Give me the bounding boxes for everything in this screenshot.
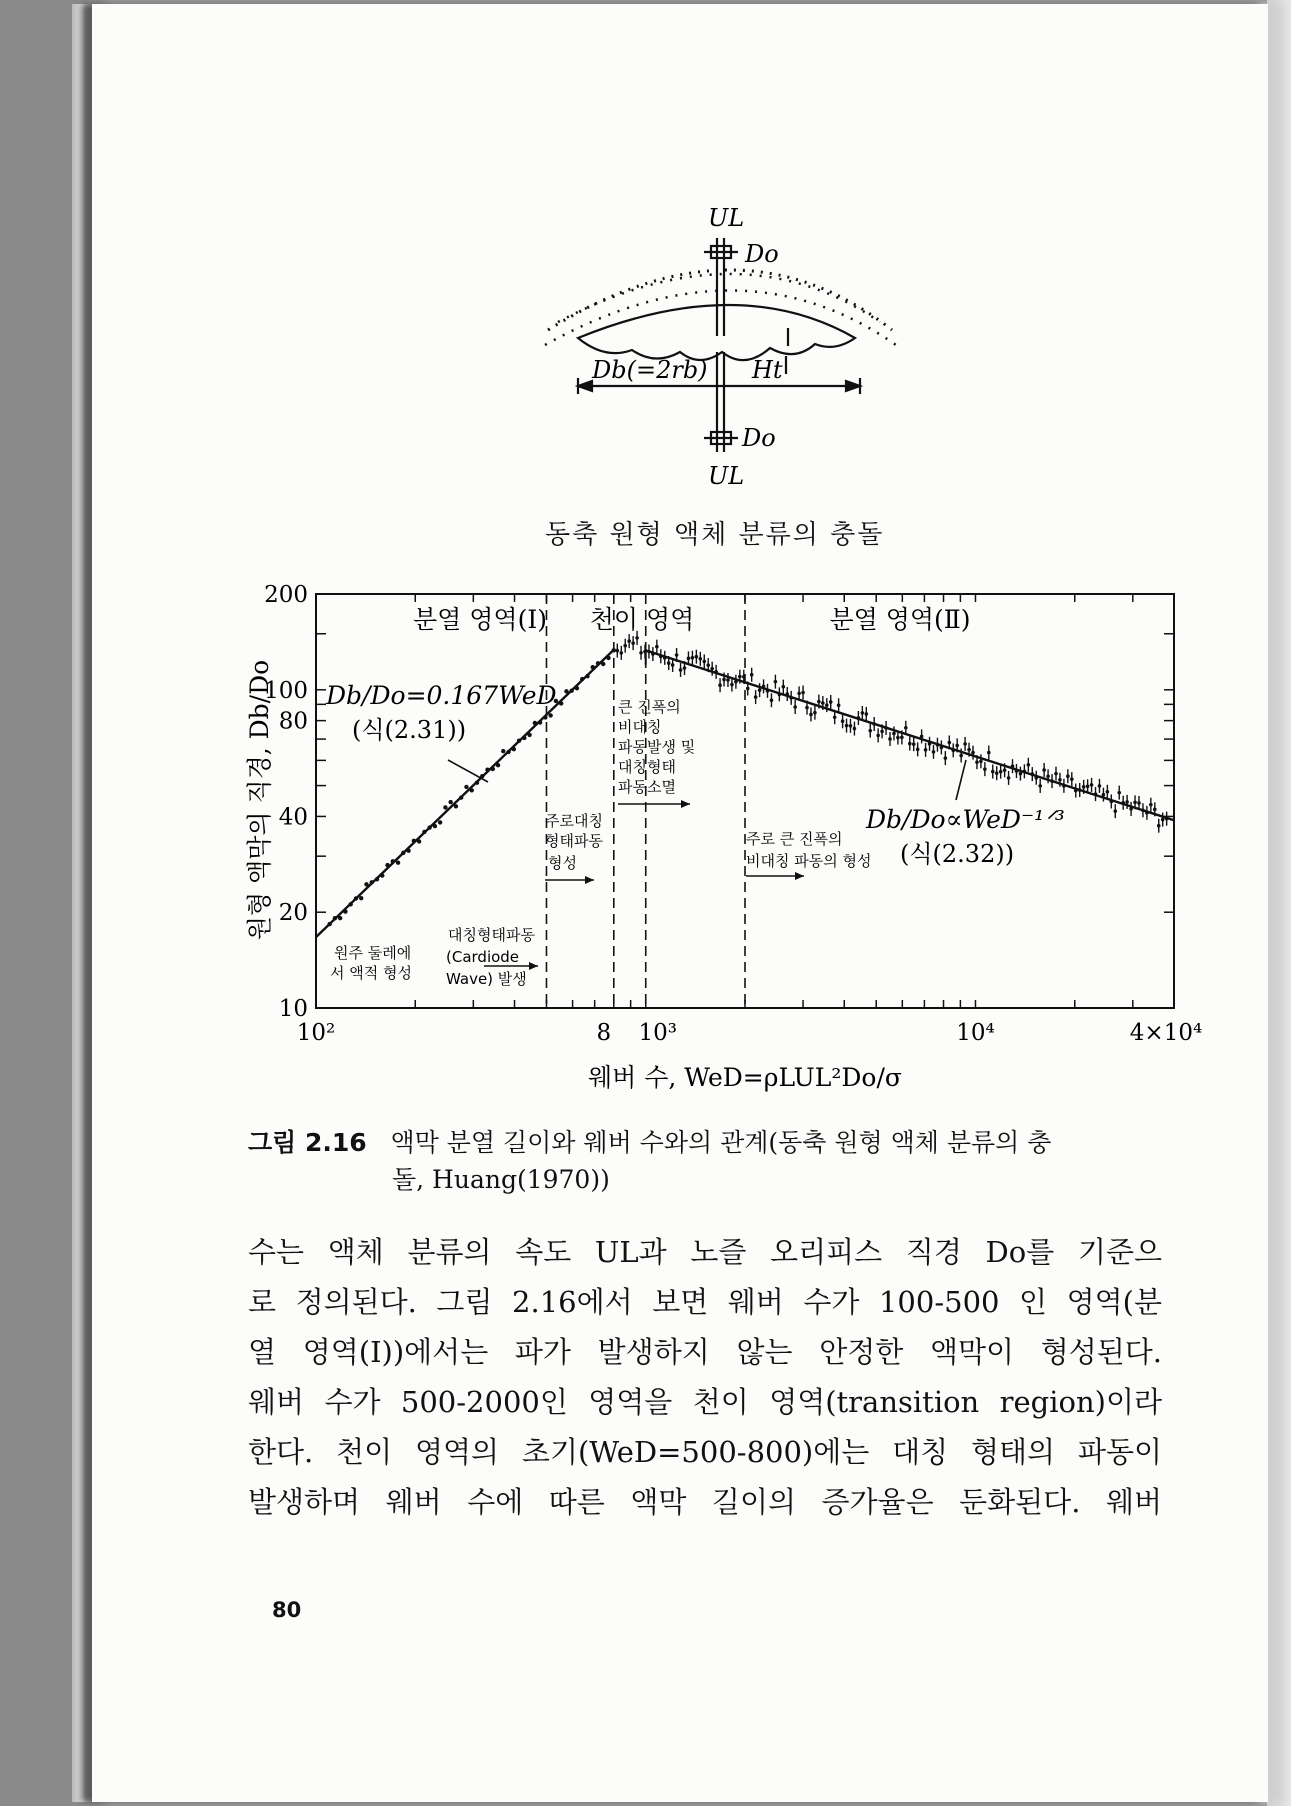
- data-point-b-57: [841, 719, 845, 723]
- data-point-b-89: [967, 748, 971, 752]
- data-point-b-87: [959, 754, 963, 758]
- dotted-spray-arc-outer: [545, 291, 896, 346]
- data-point-b-108: [1042, 768, 1046, 772]
- data-point-b-104: [1027, 763, 1031, 767]
- data-point-b-26: [718, 683, 722, 687]
- annotation-arrowhead-0: [529, 962, 538, 970]
- do-top-label: Do: [745, 240, 779, 268]
- annotation-10: 파동발생 및: [618, 738, 696, 756]
- x-tick-label-4: 4×10⁴: [1129, 1020, 1203, 1046]
- data-point-b-72: [900, 736, 904, 740]
- data-point-b-39: [770, 698, 774, 702]
- data-point-b-20: [695, 655, 699, 659]
- data-point-b-24: [710, 667, 714, 671]
- figure-label: 그림 2.16: [248, 1128, 367, 1157]
- figure-caption-line2: 돌, Huang(1970)): [392, 1165, 610, 1194]
- fit-line-1: [646, 650, 1174, 820]
- data-point-b-56: [837, 704, 841, 708]
- region-label-1: 천이 영역: [589, 605, 695, 634]
- annotation-arrowhead-2: [681, 800, 690, 808]
- data-point-b-115: [1070, 777, 1074, 781]
- y-tick-label-3: 40: [278, 804, 308, 831]
- data-point-b-92: [979, 760, 983, 764]
- data-point-b-14: [671, 663, 675, 667]
- data-point-6: [359, 896, 363, 900]
- data-point-b-49: [809, 713, 813, 717]
- data-point-26: [464, 785, 468, 789]
- data-point-b-98: [1003, 768, 1007, 772]
- data-point-b-60: [853, 727, 857, 731]
- data-point-b-10: [655, 645, 659, 649]
- chart: [245, 582, 1202, 1092]
- annotation-11: 대칭형태: [618, 758, 676, 776]
- x-tick-label-1: 8: [596, 1020, 612, 1046]
- data-point-b-48: [805, 706, 809, 710]
- data-point-b-47: [801, 691, 805, 695]
- data-point-b-3: [627, 639, 631, 643]
- x-tick-label-2: 10³: [638, 1020, 677, 1046]
- y-axis-label: 원형 액막의 직경, Db/Do: [245, 659, 274, 941]
- annotation-1: 서 액적 형성: [330, 964, 412, 982]
- data-point-b-58: [845, 724, 849, 728]
- data-point-b-21: [699, 657, 703, 661]
- data-point-b-33: [746, 687, 750, 691]
- annotation-2: 대칭형태파동: [448, 926, 535, 944]
- data-point-b-1: [619, 651, 623, 655]
- body-line-1: 수는 액체 분류의 속도 UL과 노즐 오리피스 직경 Do를 기준으: [248, 1235, 1162, 1269]
- data-point-b-62: [861, 711, 865, 715]
- data-point-b-74: [908, 742, 912, 746]
- data-point-22: [443, 805, 447, 809]
- data-point-33: [501, 749, 505, 753]
- data-point-b-131: [1133, 801, 1137, 805]
- data-point-b-111: [1054, 772, 1058, 776]
- data-point-b-53: [825, 703, 829, 707]
- data-point-b-112: [1058, 778, 1062, 782]
- data-point-b-45: [793, 705, 797, 709]
- data-point-b-42: [782, 685, 786, 689]
- data-point-b-78: [924, 748, 928, 752]
- y-tick-label-5: 10: [278, 996, 308, 1022]
- data-point-42: [548, 713, 552, 717]
- figure-caption-line1: [248, 1123, 1051, 1159]
- data-point-b-27: [722, 678, 726, 682]
- y-tick-label-1: 100: [264, 677, 308, 704]
- data-point-b-109: [1046, 774, 1050, 778]
- dotted-spray-arc-inner: [558, 274, 880, 322]
- data-point-b-4: [631, 641, 635, 645]
- data-point-b-86: [955, 744, 959, 748]
- data-point-b-36: [758, 688, 762, 692]
- data-point-b-6: [639, 651, 643, 655]
- x-tick-label-3: 10⁴: [956, 1020, 995, 1046]
- data-point-b-71: [896, 736, 900, 740]
- data-point-b-34: [750, 673, 754, 677]
- do-bottom-label: Do: [742, 424, 776, 452]
- annotation-4: Wave) 발생: [446, 970, 527, 988]
- data-point-b-95: [991, 770, 995, 774]
- data-point-b-46: [797, 692, 801, 696]
- data-point-b-2: [623, 644, 627, 648]
- plot-frame: [316, 594, 1174, 1008]
- data-point-b-23: [706, 663, 710, 667]
- data-point-21: [438, 820, 442, 824]
- annotation-3: (Cardiode: [446, 948, 520, 966]
- data-point-b-16: [679, 668, 683, 672]
- db-label: Db(=2rb): [592, 356, 708, 384]
- data-point-b-119: [1086, 785, 1090, 789]
- fit-formula-1: Db/Do∝WeD⁻¹ᐟ³: [866, 805, 1065, 834]
- data-point-b-88: [963, 742, 967, 746]
- data-point-b-96: [995, 771, 999, 775]
- fit-ref-1: (식(2.32)): [900, 840, 1015, 868]
- data-point-b-127: [1117, 791, 1121, 795]
- data-point-b-126: [1113, 809, 1117, 813]
- body-line-4: 웨버 수가 500-2000인 영역을 천이 영역(transition region)이라: [248, 1385, 1162, 1419]
- fit-formula-0: Db/Do=0.167WeD: [326, 681, 557, 710]
- body-line-6: 발생하며 웨버 수에 따른 액막 길이의 증가율은 둔화된다. 웨버: [248, 1485, 1162, 1519]
- x-axis-label: 웨버 수, WeD=ρLUL²Do/σ: [588, 1063, 902, 1092]
- data-point-b-50: [813, 711, 817, 715]
- data-point-b-84: [947, 741, 951, 745]
- ht-label: Ht: [752, 356, 783, 384]
- fit-ref-0: (식(2.31)): [352, 716, 467, 744]
- data-point-b-32: [742, 675, 746, 679]
- data-point-b-97: [999, 770, 1003, 774]
- data-point-b-28: [726, 678, 730, 682]
- data-point-b-75: [912, 742, 916, 746]
- data-point-b-94: [987, 751, 991, 755]
- region-label-0: 분열 영역(Ⅰ): [413, 605, 547, 634]
- data-point-b-136: [1153, 808, 1157, 812]
- data-point-b-67: [880, 730, 884, 734]
- region-label-2: 분열 영역(Ⅱ): [829, 605, 971, 634]
- fit-pointer-0: [448, 760, 488, 782]
- annotation-8: 큰 진폭의: [618, 698, 681, 716]
- body-line-2: 로 정의된다. 그림 2.16에서 보면 웨버 수가 100-500 인 영역(분: [248, 1285, 1162, 1319]
- data-point-b-66: [876, 734, 880, 738]
- data-point-b-22: [702, 660, 706, 664]
- chart-marks: [245, 582, 1202, 1092]
- data-point-b-73: [904, 726, 908, 730]
- annotation-9: 비대칭: [618, 718, 662, 736]
- figure-caption-text1: 액막 분열 길이와 웨버 수와의 관계(동축 원형 액체 분류의 충: [390, 1128, 1052, 1157]
- annotation-13: 주로 큰 진폭의: [746, 830, 843, 848]
- data-point-b-137: [1157, 824, 1161, 828]
- data-point-b-129: [1125, 800, 1129, 804]
- annotation-12: 파동소멸: [618, 778, 676, 796]
- data-point-b-69: [888, 737, 892, 741]
- data-point-b-91: [975, 760, 979, 764]
- data-point-b-90: [971, 751, 975, 755]
- data-point-b-107: [1038, 784, 1042, 788]
- y-tick-label-2: 80: [278, 708, 308, 735]
- data-point-b-76: [916, 748, 920, 752]
- annotation-5: 주로대칭: [545, 812, 603, 830]
- fit-pointer-1: [956, 760, 966, 800]
- data-point-b-13: [667, 661, 671, 665]
- annotation-0: 원주 둘레에: [334, 944, 412, 962]
- data-point-b-83: [944, 756, 948, 760]
- data-point-b-55: [833, 715, 837, 719]
- data-point-b-19: [691, 656, 695, 660]
- data-point-b-35: [754, 695, 758, 699]
- data-point-b-118: [1082, 785, 1086, 789]
- data-point-b-114: [1066, 774, 1070, 778]
- data-point-b-0: [616, 649, 620, 653]
- data-point-b-40: [774, 680, 778, 684]
- ul-bottom-label: UL: [708, 462, 745, 490]
- data-point-b-29: [730, 683, 734, 687]
- data-point-b-63: [864, 712, 868, 716]
- data-point-b-80: [932, 750, 936, 754]
- data-point-b-70: [892, 732, 896, 736]
- data-point-b-59: [849, 724, 853, 728]
- data-point-b-54: [829, 700, 833, 704]
- data-point-23: [448, 800, 452, 804]
- y-tick-label-0: 200: [264, 582, 308, 608]
- body-line-3: 열 영역(I))에서는 파가 발생하지 않는 안정한 액막이 형성된다.: [248, 1335, 1162, 1369]
- data-point-b-52: [821, 701, 825, 705]
- data-point-b-5: [635, 636, 639, 640]
- data-point-b-138: [1161, 818, 1165, 822]
- data-point-b-132: [1137, 801, 1141, 805]
- annotation-7: 형성: [548, 854, 577, 872]
- page-number: 80: [272, 1598, 302, 1622]
- x-tick-label-0: 10²: [296, 1020, 336, 1046]
- diagram-caption: 동축 원형 액체 분류의 충돌: [545, 520, 885, 550]
- data-point-b-18: [687, 657, 691, 661]
- data-point-b-122: [1098, 784, 1102, 788]
- data-point-b-15: [675, 653, 679, 657]
- annotation-6: 형태파동: [545, 832, 603, 850]
- data-point-b-120: [1090, 783, 1094, 787]
- annotation-14: 비대칭 파동의 형성: [746, 852, 872, 870]
- data-point-b-93: [983, 767, 987, 771]
- annotation-arrowhead-3: [795, 872, 804, 880]
- impinging-jet-diagram: [545, 238, 896, 452]
- data-point-b-17: [683, 666, 687, 670]
- data-point-b-51: [817, 700, 821, 704]
- dotted-spray-arc: [548, 270, 892, 330]
- body-line-5: 한다. 천이 영역의 초기(WeD=500-800)에는 대칭 형태의 파동이: [248, 1435, 1162, 1469]
- data-point-b-99: [1007, 776, 1011, 780]
- data-point-b-124: [1106, 790, 1110, 794]
- data-point-b-64: [868, 729, 872, 733]
- data-point-13: [396, 861, 400, 865]
- data-point-b-135: [1149, 803, 1153, 807]
- ul-top-label: UL: [708, 204, 745, 232]
- annotation-arrowhead-1: [585, 876, 594, 884]
- data-point-b-31: [738, 675, 742, 679]
- y-tick-label-4: 20: [278, 900, 308, 927]
